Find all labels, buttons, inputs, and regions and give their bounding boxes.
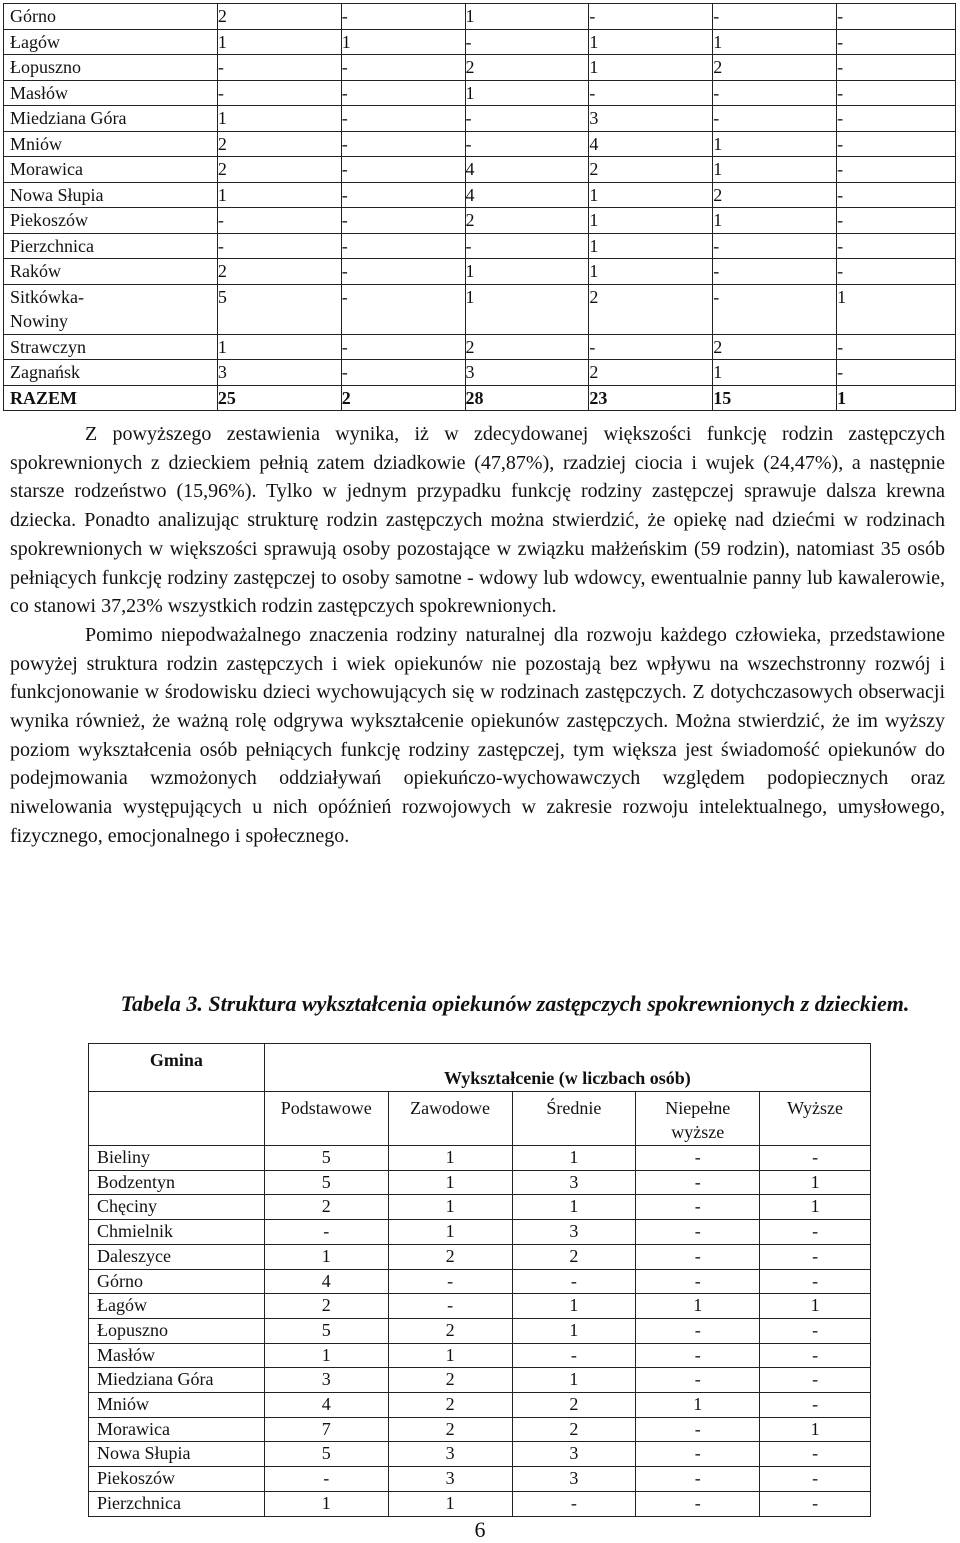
table-row xyxy=(4,106,956,132)
table-row xyxy=(4,157,956,183)
cell-value: - xyxy=(388,1294,512,1319)
table-row xyxy=(89,1442,871,1467)
cell-value: - xyxy=(341,284,465,334)
cell-value: 2 xyxy=(388,1318,512,1343)
cell-value: 3 xyxy=(512,1467,636,1492)
paragraph: Z powyższego zestawienia wynika, iż w zdecydowanej większości funkcję rodzin zastępczych spokrewnionych z dzieckiem pełnią zatem dziadkowie (47,87%), rzadziej ciocia i wujek (24,47%), a następnie starsze rodzeństwo (15,96%). Tylko w jednym przypadku funkcję rodziny zastępczej sprawuje dalsza krewna dziecka. Ponadto analizując strukturę rodzin zastępczych można stwierdzić, że opiekę nad dziećmi w rodzinach spokrewnionych w większości sprawują osoby pozostające w związku małżeńskim (59 rodzin), natomiast 35 osób pełniących funkcję rodziny zastępczej to osoby samotne - wdowy lub wdowcy, ewentualnie panny lub kawalerowie, co stanowi 37,23% wszystkich rodzin zastępczych spokrewnionych. xyxy=(10,423,945,618)
cell-value: 2 xyxy=(589,157,713,183)
cell-gmina: Mniów xyxy=(89,1393,265,1418)
cell-value: 1 xyxy=(589,29,713,55)
cell-value: - xyxy=(636,1244,760,1269)
cell-value: 5 xyxy=(264,1442,388,1467)
header-col: Zawodowe xyxy=(388,1092,512,1146)
cell-value: 2 xyxy=(589,360,713,386)
table-row xyxy=(4,233,956,259)
table-row xyxy=(89,1294,871,1319)
cell-value: - xyxy=(760,1343,871,1368)
cell-value: 3 xyxy=(217,360,341,386)
cell-value: 1 xyxy=(264,1491,388,1516)
cell-gmina: Pierzchnica xyxy=(89,1491,265,1516)
cell-value: 1 xyxy=(636,1393,760,1418)
cell-value: - xyxy=(264,1220,388,1245)
cell-value: - xyxy=(636,1467,760,1492)
cell-value: - xyxy=(636,1220,760,1245)
cell-value: 25 xyxy=(217,385,341,411)
header-gmina: Gmina xyxy=(89,1044,265,1092)
cell-value: - xyxy=(713,80,837,106)
table-row xyxy=(4,182,956,208)
cell-value: 1 xyxy=(636,1294,760,1319)
cell-value: - xyxy=(636,1318,760,1343)
cell-value: 1 xyxy=(837,284,956,334)
cell-value: 1 xyxy=(217,29,341,55)
cell-value: - xyxy=(636,1368,760,1393)
cell-gmina: Miedziana Góra xyxy=(89,1368,265,1393)
cell-gmina: Górno xyxy=(4,4,218,30)
cell-value: 1 xyxy=(589,182,713,208)
cell-value: - xyxy=(217,80,341,106)
table-row xyxy=(4,55,956,81)
cell-value: - xyxy=(341,360,465,386)
cell-gmina: Masłów xyxy=(89,1343,265,1368)
cell-value: 1 xyxy=(465,4,589,30)
cell-value: 1 xyxy=(760,1294,871,1319)
cell-gmina: Morawica xyxy=(89,1417,265,1442)
cell-value: - xyxy=(341,334,465,360)
cell-value: 2 xyxy=(713,182,837,208)
cell-gmina: Pierzchnica xyxy=(4,233,218,259)
table-row xyxy=(89,1343,871,1368)
cell-value: 2 xyxy=(589,284,713,334)
header-col: Wyższe xyxy=(760,1092,871,1146)
table-wyksztalcenie xyxy=(88,1043,871,1517)
cell-value: 15 xyxy=(713,385,837,411)
cell-value: 1 xyxy=(465,284,589,334)
cell-value: 28 xyxy=(465,385,589,411)
cell-value: 3 xyxy=(512,1170,636,1195)
header-wyksztalcenie: Wykształcenie (w liczbach osób) xyxy=(264,1044,870,1092)
cell-value: - xyxy=(760,1146,871,1171)
table-row xyxy=(4,284,956,334)
cell-gmina: Łagów xyxy=(4,29,218,55)
cell-value: 4 xyxy=(589,131,713,157)
table-wiek-opiekunow xyxy=(3,3,956,411)
cell-value: - xyxy=(837,55,956,81)
cell-value: 1 xyxy=(512,1294,636,1319)
cell-value: - xyxy=(341,80,465,106)
cell-gmina: Sitkówka- Nowiny xyxy=(4,284,218,334)
cell-value: 4 xyxy=(465,157,589,183)
cell-value: 2 xyxy=(388,1417,512,1442)
header-empty xyxy=(89,1092,265,1146)
cell-value: - xyxy=(837,259,956,285)
cell-value: 2 xyxy=(512,1244,636,1269)
cell-value: - xyxy=(465,106,589,132)
cell-value: - xyxy=(760,1220,871,1245)
cell-value: - xyxy=(512,1269,636,1294)
cell-gmina: Nowa Słupia xyxy=(4,182,218,208)
cell-value: 4 xyxy=(264,1269,388,1294)
cell-value: - xyxy=(837,233,956,259)
table-row xyxy=(4,360,956,386)
cell-gmina: Bodzentyn xyxy=(89,1170,265,1195)
page-number: 6 xyxy=(474,1517,486,1542)
cell-value: - xyxy=(837,182,956,208)
cell-gmina: Górno xyxy=(89,1269,265,1294)
cell-gmina: Łopuszno xyxy=(4,55,218,81)
cell-gmina: Nowa Słupia xyxy=(89,1442,265,1467)
cell-value: 2 xyxy=(217,259,341,285)
table-row xyxy=(4,4,956,30)
table-row xyxy=(89,1269,871,1294)
cell-value: 1 xyxy=(388,1220,512,1245)
table-row xyxy=(89,1318,871,1343)
cell-value: 3 xyxy=(388,1467,512,1492)
paragraph: Pomimo niepodważalnego znaczenia rodziny naturalnej dla rozwoju każdego człowieka, przedstawione powyżej struktura rodzin zastępczych i wiek opiekunów nie pozostają bez wpływu na wszechstronny rozwój i funkcjonowanie w środowisku dzieci wychowujących się w rodzinach zastępczych. Z dotychczasowych obserwacji wynika również, że ważną rolę odgrywa wykształcenie opiekunów zastępczych. Można stwierdzić, że im wyższy poziom wykształcenia osób pełniących funkcję rodziny zastępczej, tym większa jest świadomość opiekunów do podejmowania wzmożonych oddziaływań opiekuńczo-wychowawczych względem podopiecznych oraz niwelowania występujących u nich opóźnień rozwojowych w zakresie rozwoju intelektualnego, umysłowego, fizycznego, emocjonalnego i społecznego. xyxy=(10,623,945,847)
cell-value: - xyxy=(636,1442,760,1467)
cell-value: 1 xyxy=(264,1343,388,1368)
cell-value: 1 xyxy=(388,1170,512,1195)
cell-value: 1 xyxy=(713,157,837,183)
cell-value: - xyxy=(512,1343,636,1368)
cell-value: 1 xyxy=(388,1343,512,1368)
cell-value: 1 xyxy=(388,1146,512,1171)
cell-value: 1 xyxy=(589,259,713,285)
cell-value: 1 xyxy=(388,1195,512,1220)
cell-value: - xyxy=(837,131,956,157)
cell-value: 3 xyxy=(264,1368,388,1393)
cell-value: 2 xyxy=(512,1393,636,1418)
cell-value: - xyxy=(837,360,956,386)
table-row xyxy=(89,1393,871,1418)
cell-gmina: Miedziana Góra xyxy=(4,106,218,132)
cell-value: - xyxy=(837,334,956,360)
cell-value: - xyxy=(341,131,465,157)
cell-value: 1 xyxy=(388,1491,512,1516)
cell-value: 2 xyxy=(217,4,341,30)
table-row xyxy=(89,1146,871,1171)
cell-value: - xyxy=(341,259,465,285)
table-row xyxy=(89,1170,871,1195)
cell-value: - xyxy=(760,1467,871,1492)
cell-value: 1 xyxy=(837,385,956,411)
cell-value: - xyxy=(760,1442,871,1467)
cell-value: 5 xyxy=(264,1146,388,1171)
table-total-row xyxy=(4,385,956,411)
cell-value: - xyxy=(217,55,341,81)
cell-value: - xyxy=(636,1343,760,1368)
table-row xyxy=(4,208,956,234)
cell-value: - xyxy=(341,182,465,208)
cell-value: - xyxy=(760,1244,871,1269)
table-row xyxy=(4,80,956,106)
cell-value: 3 xyxy=(589,106,713,132)
cell-value: - xyxy=(713,106,837,132)
header-col: Podstawowe xyxy=(264,1092,388,1146)
cell-value: 1 xyxy=(713,29,837,55)
cell-value: - xyxy=(837,29,956,55)
cell-value: - xyxy=(341,4,465,30)
cell-gmina: Bieliny xyxy=(89,1146,265,1171)
cell-value: 5 xyxy=(264,1318,388,1343)
cell-value: - xyxy=(589,4,713,30)
table-row xyxy=(89,1417,871,1442)
cell-value: 2 xyxy=(388,1393,512,1418)
cell-value: 4 xyxy=(264,1393,388,1418)
table-row xyxy=(4,29,956,55)
cell-value: 1 xyxy=(512,1318,636,1343)
cell-value: 2 xyxy=(465,334,589,360)
cell-value: 2 xyxy=(217,131,341,157)
cell-value: - xyxy=(837,208,956,234)
cell-value: 2 xyxy=(713,334,837,360)
cell-value: - xyxy=(713,233,837,259)
table-row xyxy=(89,1195,871,1220)
cell-value: 1 xyxy=(512,1368,636,1393)
header-col: Niepełne wyższe xyxy=(636,1092,760,1146)
table-row xyxy=(4,334,956,360)
cell-gmina: Chmielnik xyxy=(89,1220,265,1245)
cell-value: 1 xyxy=(264,1244,388,1269)
cell-gmina: Zagnańsk xyxy=(4,360,218,386)
cell-value: - xyxy=(512,1491,636,1516)
cell-value: 1 xyxy=(713,131,837,157)
table-row xyxy=(89,1220,871,1245)
cell-gmina: Chęciny xyxy=(89,1195,265,1220)
cell-value: 1 xyxy=(512,1146,636,1171)
cell-value: 1 xyxy=(589,208,713,234)
cell-value: - xyxy=(837,106,956,132)
cell-gmina: Łopuszno xyxy=(89,1318,265,1343)
cell-value: - xyxy=(636,1417,760,1442)
cell-value: 2 xyxy=(465,55,589,81)
header-col: Średnie xyxy=(512,1092,636,1146)
cell-value: 1 xyxy=(217,106,341,132)
cell-value: 1 xyxy=(465,80,589,106)
table-row xyxy=(4,259,956,285)
cell-value: - xyxy=(217,233,341,259)
cell-value: - xyxy=(465,29,589,55)
table-row xyxy=(89,1467,871,1492)
cell-value: - xyxy=(341,106,465,132)
cell-value: 2 xyxy=(713,55,837,81)
body-text xyxy=(10,420,945,851)
cell-value: - xyxy=(388,1269,512,1294)
table-row xyxy=(89,1491,871,1516)
cell-value: 2 xyxy=(264,1294,388,1319)
cell-gmina: Daleszyce xyxy=(89,1244,265,1269)
cell-value: 23 xyxy=(589,385,713,411)
cell-value: 1 xyxy=(760,1195,871,1220)
cell-value: - xyxy=(341,55,465,81)
cell-value: 1 xyxy=(217,182,341,208)
cell-value: 3 xyxy=(465,360,589,386)
cell-value: - xyxy=(636,1146,760,1171)
cell-value: 1 xyxy=(512,1195,636,1220)
cell-value: - xyxy=(760,1368,871,1393)
cell-value: - xyxy=(760,1393,871,1418)
cell-value: - xyxy=(341,157,465,183)
cell-value: 1 xyxy=(589,233,713,259)
cell-value: - xyxy=(341,233,465,259)
cell-gmina: Łagów xyxy=(89,1294,265,1319)
cell-value: 2 xyxy=(264,1195,388,1220)
cell-value: - xyxy=(760,1318,871,1343)
cell-value: - xyxy=(636,1491,760,1516)
cell-value: - xyxy=(713,284,837,334)
cell-value: 1 xyxy=(760,1417,871,1442)
table-row xyxy=(4,131,956,157)
cell-value: - xyxy=(636,1195,760,1220)
cell-gmina: Raków xyxy=(4,259,218,285)
cell-value: - xyxy=(217,208,341,234)
cell-gmina: Masłów xyxy=(4,80,218,106)
cell-value: - xyxy=(341,208,465,234)
cell-value: 3 xyxy=(512,1442,636,1467)
table-row xyxy=(89,1244,871,1269)
cell-value: - xyxy=(264,1467,388,1492)
cell-value: 1 xyxy=(341,29,465,55)
cell-value: - xyxy=(636,1269,760,1294)
cell-value: 2 xyxy=(465,208,589,234)
cell-gmina: Piekoszów xyxy=(89,1467,265,1492)
cell-gmina: Strawczyn xyxy=(4,334,218,360)
cell-value: 5 xyxy=(217,284,341,334)
table-row xyxy=(89,1368,871,1393)
cell-gmina: Mniów xyxy=(4,131,218,157)
cell-value: - xyxy=(465,233,589,259)
cell-value: - xyxy=(837,4,956,30)
cell-value: - xyxy=(837,157,956,183)
cell-value: 2 xyxy=(388,1244,512,1269)
cell-value: - xyxy=(837,80,956,106)
cell-value: 1 xyxy=(713,208,837,234)
cell-value: 3 xyxy=(512,1220,636,1245)
cell-value: 5 xyxy=(264,1170,388,1195)
cell-value: 1 xyxy=(760,1170,871,1195)
cell-value: 3 xyxy=(388,1442,512,1467)
cell-value: - xyxy=(589,80,713,106)
cell-value: - xyxy=(589,334,713,360)
cell-value: 2 xyxy=(341,385,465,411)
cell-value: 1 xyxy=(589,55,713,81)
cell-value: 2 xyxy=(388,1368,512,1393)
cell-value: 1 xyxy=(713,360,837,386)
cell-value: - xyxy=(760,1269,871,1294)
cell-value: - xyxy=(465,131,589,157)
cell-gmina: Piekoszów xyxy=(4,208,218,234)
cell-value: 4 xyxy=(465,182,589,208)
cell-value: - xyxy=(636,1170,760,1195)
cell-value: - xyxy=(713,259,837,285)
cell-value: 7 xyxy=(264,1417,388,1442)
cell-value: - xyxy=(760,1491,871,1516)
cell-value: - xyxy=(713,4,837,30)
cell-value: 2 xyxy=(217,157,341,183)
cell-gmina: Morawica xyxy=(4,157,218,183)
cell-gmina: RAZEM xyxy=(4,385,218,411)
cell-value: 2 xyxy=(512,1417,636,1442)
cell-value: 1 xyxy=(465,259,589,285)
table-caption: Tabela 3. Struktura wykształcenia opiekunów zastępczych spokrewnionych z dzieckiem. xyxy=(120,991,910,1016)
cell-value: 1 xyxy=(217,334,341,360)
